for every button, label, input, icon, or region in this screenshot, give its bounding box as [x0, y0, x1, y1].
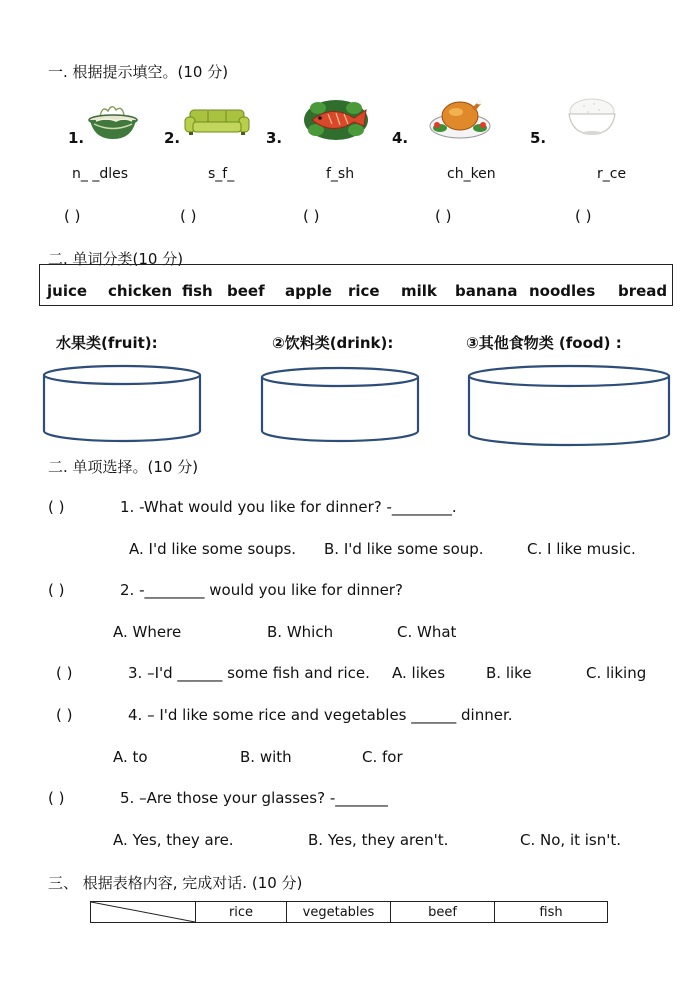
word-banana: banana — [455, 282, 518, 300]
word-apple: apple — [285, 282, 332, 300]
question-3-option-b: B. like — [486, 664, 532, 682]
answer-paren: ( ) — [180, 207, 197, 225]
question-5-stem: 5. –Are those your glasses? -_______ — [120, 789, 388, 807]
fish-dish-icon — [302, 96, 370, 142]
dialogue-table — [90, 901, 608, 923]
question-1-option-c: C. I like music. — [527, 540, 636, 558]
word-bank — [39, 264, 673, 306]
column-header-beef: beef — [391, 902, 495, 923]
section1-title: 一. 根据提示填空。(10 分) — [48, 63, 229, 81]
question-2-option-b: B. Which — [267, 623, 334, 641]
blank-word: n_ _dles — [72, 166, 129, 182]
answer-paren: ( ) — [64, 207, 81, 225]
item-number: 5. — [530, 129, 547, 147]
blank-word: f_sh — [326, 166, 355, 182]
question-5-option-a: A. Yes, they are. — [113, 831, 234, 849]
answer-paren: ( ) — [435, 207, 452, 225]
question-1-stem: 1. -What would you like for dinner? -________. — [120, 498, 457, 516]
rice-bowl-icon — [566, 96, 618, 136]
item-number: 4. — [392, 129, 409, 147]
word-chicken: chicken — [108, 282, 173, 300]
word-milk: milk — [401, 282, 437, 300]
question-1-option-b: B. I'd like some soup. — [324, 540, 484, 558]
word-fish: fish — [182, 282, 213, 300]
question-4-option-c: C. for — [362, 748, 403, 766]
section3-title: 二. 单项选择。(10 分) — [48, 458, 199, 476]
question-4-stem: 4. – I'd like some rice and vegetables ______ dinner. — [128, 706, 513, 724]
noodles-bowl-icon — [86, 103, 140, 141]
blank-word: s_f_ — [208, 166, 235, 182]
item-number: 1. — [68, 129, 85, 147]
question-2-option-a: A. Where — [113, 623, 182, 641]
question-4-option-b: B. with — [240, 748, 292, 766]
answer-paren: ( ) — [575, 207, 592, 225]
question-2-option-c: C. What — [397, 623, 457, 641]
question-4-option-a: A. to — [113, 748, 148, 766]
table-header-row — [91, 902, 608, 923]
item-number: 2. — [164, 129, 181, 147]
category-fruit-label: 水果类(fruit): — [56, 334, 158, 352]
food-answer-drum — [467, 364, 671, 448]
question-paren: ( ) — [48, 498, 65, 516]
drink-answer-drum — [260, 366, 420, 444]
word-juice: juice — [47, 282, 88, 300]
section2-title: 二. 单词分类(10 分) — [48, 250, 184, 268]
question-3-option-a: A. likes — [392, 664, 446, 682]
question-2-stem: 2. -________ would you like for dinner? — [120, 581, 403, 599]
category-food-label: ③其他食物类 (food) : — [466, 334, 622, 352]
word-beef: beef — [227, 282, 265, 300]
word-bread: bread — [618, 282, 668, 300]
diagonal-line — [91, 902, 195, 922]
item-number: 3. — [266, 129, 283, 147]
column-header-rice: rice — [196, 902, 287, 923]
answer-paren: ( ) — [303, 207, 320, 225]
question-paren: ( ) — [48, 581, 65, 599]
word-noodles: noodles — [529, 282, 596, 300]
question-paren: ( ) — [56, 664, 73, 682]
question-5-option-b: B. Yes, they aren't. — [308, 831, 449, 849]
question-paren: ( ) — [56, 706, 73, 724]
section4-title: 三、 根据表格内容, 完成对话. (10 分) — [48, 874, 303, 892]
diagonal-header-cell — [91, 902, 196, 923]
question-5-option-c: C. No, it isn't. — [520, 831, 622, 849]
blank-word: ch_ken — [447, 166, 496, 182]
column-header-vegetables: vegetables — [287, 902, 391, 923]
question-3-option-c: C. liking — [586, 664, 647, 682]
question-1-option-a: A. I'd like some soups. — [129, 540, 297, 558]
question-paren: ( ) — [48, 789, 65, 807]
roast-chicken-icon — [428, 98, 492, 140]
question-3-stem: 3. –I'd ______ some fish and rice. — [128, 664, 370, 682]
word-rice: rice — [348, 282, 380, 300]
sofa-icon — [184, 108, 250, 136]
column-header-fish: fish — [495, 902, 608, 923]
fruit-answer-drum — [42, 364, 202, 444]
blank-word: r_ce — [597, 166, 627, 182]
category-drink-label: ②饮料类(drink): — [272, 334, 394, 352]
